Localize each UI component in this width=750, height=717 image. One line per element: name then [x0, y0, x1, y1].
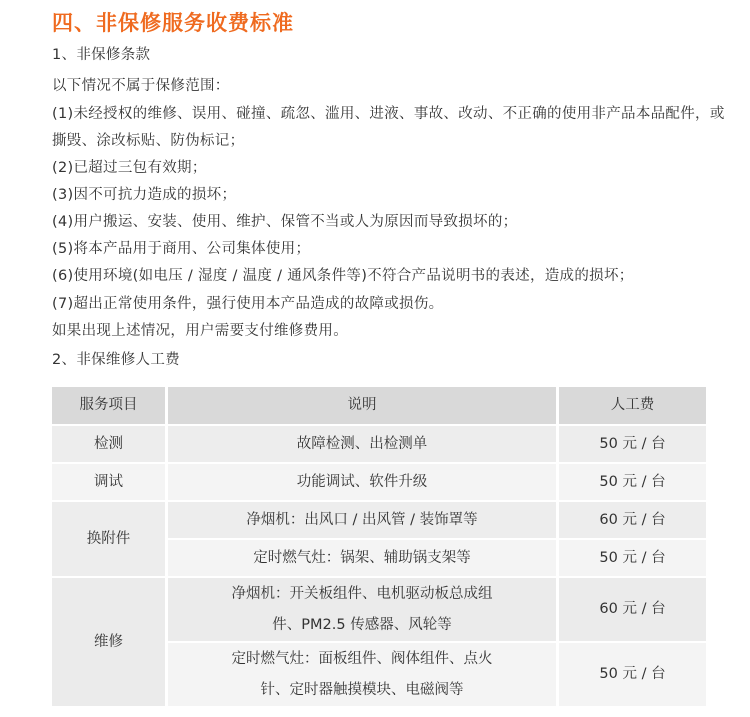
table-cell-description: 故障检测、出检测单 [168, 426, 556, 462]
clause-intro: 以下情况不属于保修范围： [52, 78, 230, 94]
table-cell-description: 净烟机：开关板组件、电机驱动板总成组 件、PM2.5 传感器、风轮等 [168, 578, 556, 641]
table-cell-description: 净烟机：出风口 / 出风管 / 装饰罩等 [168, 502, 556, 538]
table-cell-fee: 50 元 / 台 [559, 464, 706, 500]
clause-item-4: (4)用户搬运、安装、使用、维护、保管不当或人为原因而导致损坏的； [52, 214, 518, 230]
clause-item-7: (7)超出正常使用条件，强行使用本产品造成的故障或损伤。 [52, 296, 444, 312]
table-cell-description: 定时燃气灶：面板组件、阀体组件、点火 针、定时器触摸模块、电磁阀等 [168, 643, 556, 706]
table-cell-item: 换附件 [52, 502, 165, 576]
table-cell-description: 定时燃气灶：锅架、辅助锅支架等 [168, 540, 556, 576]
header-description: 说明 [168, 387, 556, 424]
clause-item-1: (1)未经授权的维修、误用、碰撞、疏忽、滥用、进液、事故、改动、不正确的使用非产品本品配件，或 [52, 106, 725, 122]
clause-item-1-cont: 撕毁、涂改标贴、防伪标记； [52, 133, 245, 149]
fee-table [52, 387, 706, 706]
table-cell-fee: 50 元 / 台 [559, 426, 706, 462]
table-cell-item: 调试 [52, 464, 165, 500]
table-cell-fee: 50 元 / 台 [559, 643, 706, 706]
clause-item-6: (6)使用环境(如电压 / 湿度 / 温度 / 通风条件等)不符合产品说明书的表述，造成的损坏； [52, 268, 634, 284]
table-cell-fee: 60 元 / 台 [559, 578, 706, 641]
clause-item-3: (3)因不可抗力造成的损坏； [52, 187, 237, 203]
table-cell-item: 检测 [52, 426, 165, 462]
fee-heading: 2、非保维修人工费 [52, 352, 180, 368]
section-title: 四、非保修服务收费标准 [52, 11, 294, 35]
header-item: 服务项目 [52, 387, 165, 424]
clause-item-2: (2)已超过三包有效期； [52, 160, 207, 176]
clause-note: 如果出现上述情况，用户需要支付维修费用。 [52, 323, 348, 339]
table-cell-item: 维修 [52, 578, 165, 706]
clause-item-5: (5)将本产品用于商用、公司集体使用； [52, 241, 311, 257]
table-cell-fee: 50 元 / 台 [559, 540, 706, 576]
clause-heading: 1、非保修条款 [52, 47, 151, 63]
header-fee: 人工费 [559, 387, 706, 424]
table-cell-fee: 60 元 / 台 [559, 502, 706, 538]
table-cell-description: 功能调试、软件升级 [168, 464, 556, 500]
